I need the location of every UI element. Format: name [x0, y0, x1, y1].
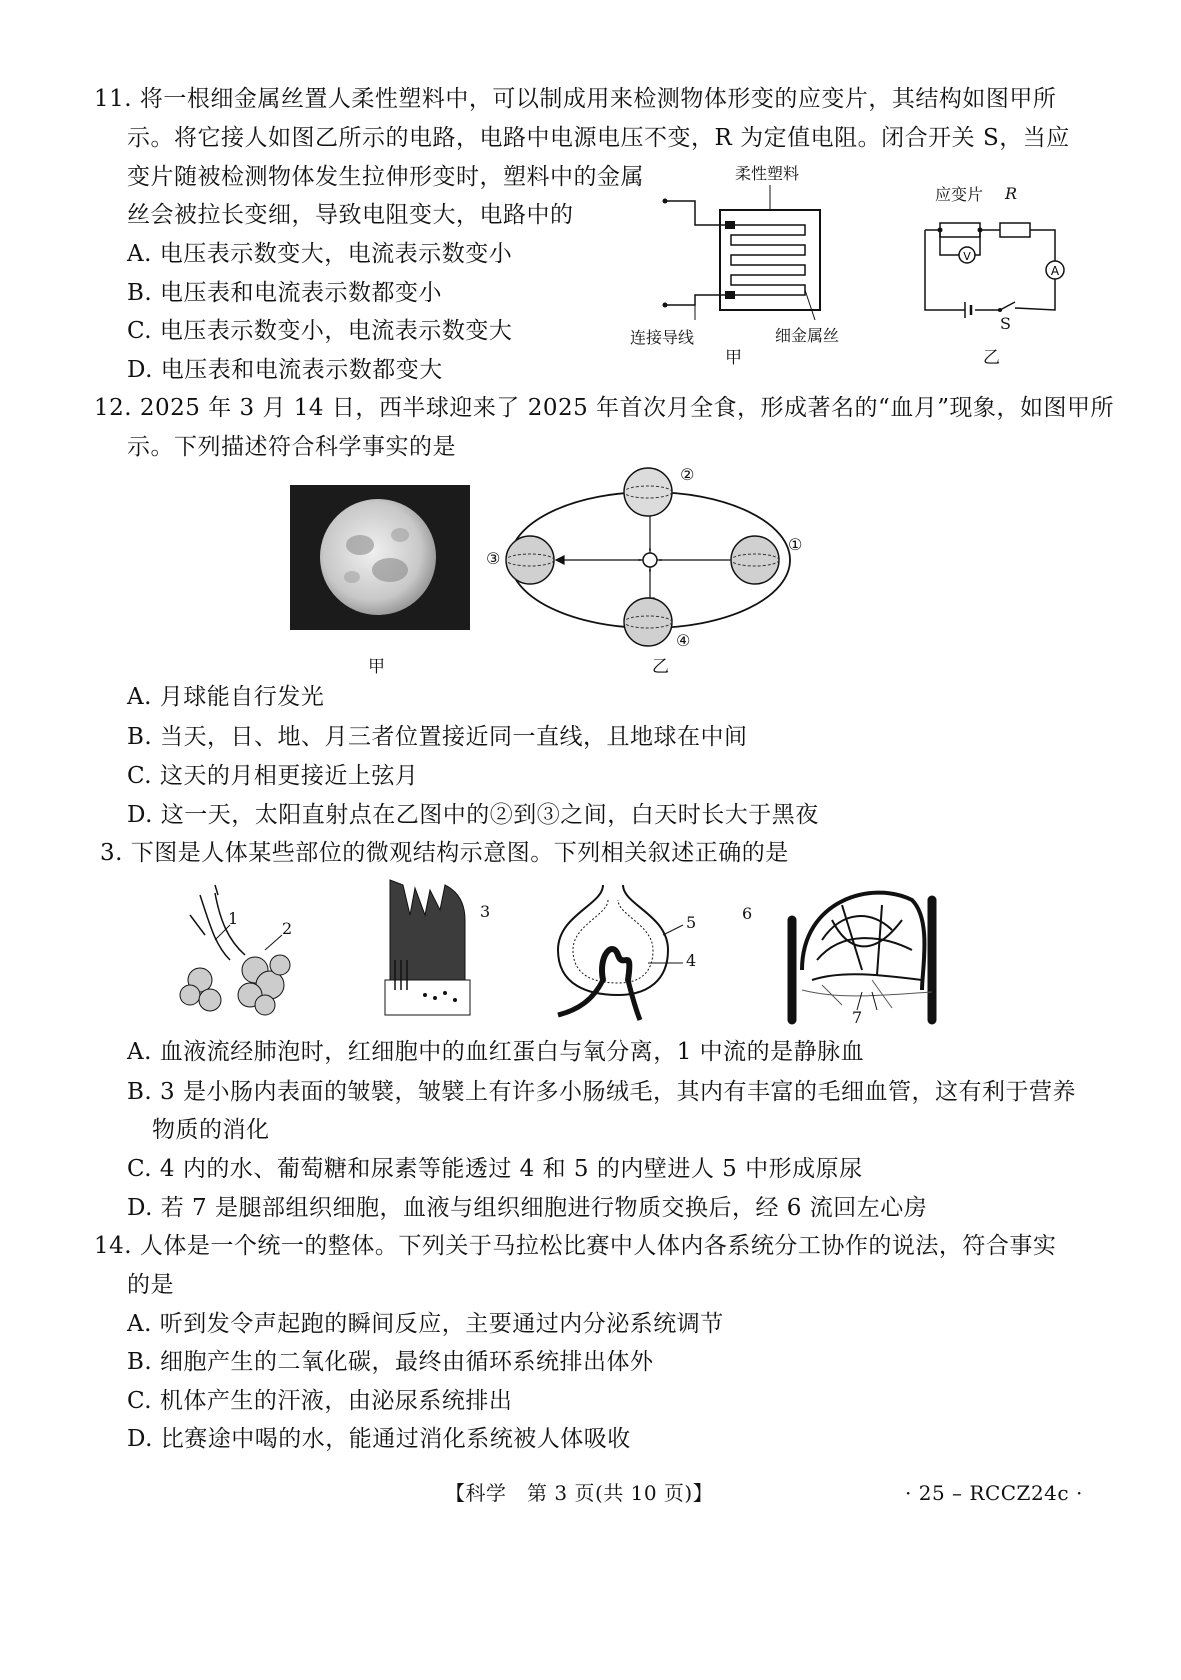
- label-1: 1: [228, 909, 239, 928]
- alveoli-drawing: [170, 885, 310, 1025]
- voltmeter-label: V: [963, 250, 971, 263]
- strain-gauge-figure: [630, 164, 875, 368]
- q13-stem: 3. 下图是人体某些部位的微观结构示意图。下列相关叙述正确的是: [100, 840, 789, 866]
- q12-option-c: C. 这天的月相更接近上弦月: [127, 763, 419, 789]
- page-footer: 【科学 第 3 页(共 10 页)】: [445, 1481, 714, 1505]
- switch-label: S: [1000, 314, 1011, 333]
- q11-stem-line-3: 变片随被检测物体发生拉伸形变时，塑料中的金属: [127, 164, 644, 190]
- circuit-figure: [905, 184, 1065, 370]
- plastic-label: 柔性塑料: [735, 164, 800, 183]
- orbit-label-2: ②: [680, 465, 695, 484]
- q12-stem-line-1: 12. 2025 年 3 月 14 日，西半球迎来了 2025 年首次月全食，形成著名的“血月”现象，如图甲所: [94, 395, 1115, 421]
- q14-stem-line-2: 的是: [127, 1272, 174, 1298]
- wire-label: 连接导线: [630, 328, 695, 347]
- label-4: 4: [686, 951, 697, 970]
- capillary-drawing: [782, 880, 962, 1030]
- label-5: 5: [686, 913, 697, 932]
- moon-photo: [290, 485, 470, 630]
- moon-drawing: [290, 485, 470, 630]
- q11-option-a: A. 电压表示数变大，电流表示数变小: [127, 241, 513, 267]
- q14-option-c: C. 机体产生的汗液，由泌尿系统排出: [127, 1388, 513, 1414]
- q12-option-b: B. 当天，日、地、月三者位置接近同一直线，且地球在中间: [127, 724, 748, 750]
- gauge-label: 应变片: [935, 185, 984, 204]
- q13-option-d: D. 若 7 是腿部组织细胞，血液与组织细胞进行物质交换后，经 6 流回左心房: [127, 1195, 928, 1221]
- label-7: 7: [852, 1008, 863, 1027]
- q12-stem-line-2: 示。下列描述符合科学事实的是: [127, 434, 456, 460]
- fig-jia-caption: 甲: [725, 348, 742, 368]
- label-6: 6: [742, 904, 753, 923]
- exam-code: · 25 – RCCZ24c ·: [905, 1481, 1083, 1505]
- earth-orbit-figure: [486, 462, 830, 652]
- q11-stem-line-1: 11. 将一根细金属丝置人柔性塑料中，可以制成用来检测物体形变的应变片，其结构如图甲所: [94, 86, 1057, 112]
- q11-stem-line-2: 示。将它接人如图乙所示的电路，电路中电源电压不变，R 为定值电阻。闭合开关 S，当应: [127, 125, 1070, 151]
- orbit-label-1: ①: [788, 535, 803, 554]
- ammeter-label: A: [1050, 264, 1060, 278]
- capillary-figure: [742, 880, 962, 1030]
- intestine-drawing: [385, 880, 495, 1020]
- q14-stem-line-1: 14. 人体是一个统一的整体。下列关于马拉松比赛中人体内各系统分工协作的说法，符合事实: [94, 1233, 1057, 1259]
- q13-option-a: A. 血液流经肺泡时，红细胞中的血红蛋白与氧分离，1 中流的是静脉血: [127, 1039, 865, 1065]
- orbit-label-3: ③: [486, 549, 501, 568]
- orbit-label-4: ④: [676, 631, 691, 650]
- resistor-label: R: [1005, 184, 1018, 203]
- metal-wire-label: 细金属丝: [775, 326, 840, 345]
- q11-option-b: B. 电压表和电流表示数都变小: [127, 280, 443, 306]
- sun-icon: [643, 553, 657, 567]
- fig-yi-caption: 乙: [983, 348, 1000, 368]
- earth-icon: [506, 468, 779, 646]
- q13-option-b-cont: 物质的消化: [152, 1117, 270, 1143]
- q13-option-b: B. 3 是小肠内表面的皱襞，皱襞上有许多小肠绒毛，其内有丰富的毛细血管，这有利于营养: [127, 1079, 1076, 1105]
- intestine-figure: [385, 880, 495, 1020]
- earth-orbit-drawing: [486, 462, 830, 652]
- fig12-jia-caption: 甲: [368, 657, 385, 677]
- q14-option-b: B. 细胞产生的二氧化碳，最终由循环系统排出体外: [127, 1349, 654, 1375]
- q14-option-a: A. 听到发令声起跑的瞬间反应，主要通过内分泌系统调节: [127, 1311, 724, 1337]
- alveoli-figure: [170, 885, 310, 1025]
- q12-option-d: D. 这一天，太阳直射点在乙图中的②到③之间，白天时长大于黑夜: [127, 802, 819, 828]
- q11-option-d: D. 电压表和电流表示数都变大: [127, 357, 443, 383]
- nephron-drawing: [548, 885, 698, 1025]
- q11-stem-line-4: 丝会被拉长变细，导致电阻变大，电路中的: [127, 202, 574, 228]
- fig12-yi-caption: 乙: [652, 657, 669, 677]
- q14-option-d: D. 比赛途中喝的水，能通过消化系统被人体吸收: [127, 1426, 631, 1452]
- q11-option-c: C. 电压表示数变小，电流表示数变大: [127, 318, 513, 344]
- strain-gauge-drawing: [665, 165, 875, 365]
- label-3: 3: [480, 902, 491, 921]
- nephron-figure: [548, 885, 698, 1025]
- label-2: 2: [282, 919, 293, 938]
- q13-option-c: C. 4 内的水、葡萄糖和尿素等能透过 4 和 5 的内壁进人 5 中形成原尿: [127, 1156, 863, 1182]
- q12-option-a: A. 月球能自行发光: [127, 684, 325, 710]
- switch-icon: [1000, 302, 1015, 310]
